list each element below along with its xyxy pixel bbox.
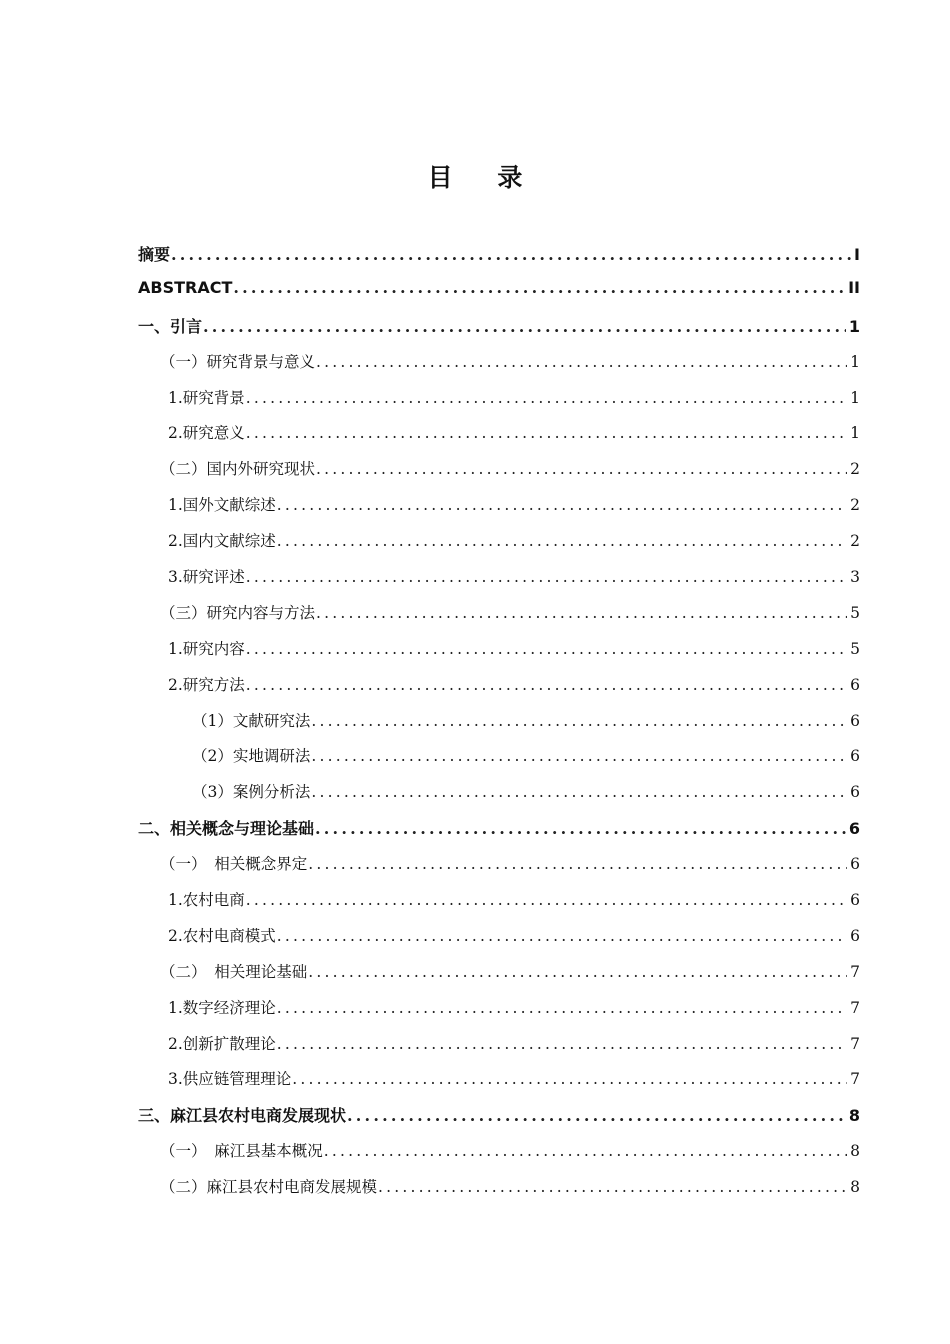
toc-entry-label: 1.研究内容 [168, 639, 245, 658]
toc-entry-page-number: 6 [850, 926, 860, 945]
dot-leader [277, 1035, 847, 1053]
toc-entry-page-number: 3 [850, 568, 860, 587]
toc-entry[interactable] [138, 852, 860, 888]
dot-leader [277, 999, 847, 1017]
toc-entry-label: 2.农村电商模式 [168, 926, 276, 945]
toc-entry-label: （一） 相关概念界定 [160, 855, 308, 874]
toc-entry-label: 一、引言 [138, 316, 203, 336]
toc-entry-label: （二）麻江县农村电商发展规模 [160, 1178, 378, 1197]
toc-entry[interactable] [138, 493, 860, 529]
toc-entry-page-number: 2 [850, 496, 860, 515]
toc-entry-label: （二）国内外研究现状 [160, 460, 316, 479]
toc-entry-page-number: 7 [850, 1034, 860, 1053]
dot-leader [292, 1070, 847, 1088]
dot-leader [311, 783, 847, 801]
toc-entry-page-number: 1 [850, 352, 860, 371]
toc-entry-label: （3）案例分析法 [192, 783, 311, 802]
dot-leader [246, 424, 847, 442]
toc-entry-label: （2）实地调研法 [192, 747, 311, 766]
toc-entry-page-number: 5 [850, 639, 860, 658]
dot-leader [311, 747, 847, 765]
toc-entry[interactable] [138, 1032, 860, 1068]
toc-entry[interactable] [138, 637, 860, 673]
dot-leader [246, 676, 847, 694]
toc-entry-label: ABSTRACT [138, 277, 233, 297]
toc-entry[interactable] [138, 888, 860, 924]
dot-leader [378, 1178, 847, 1196]
toc-entry-label: （二） 相关理论基础 [160, 962, 308, 981]
toc-entry-page-number: 1 [850, 424, 860, 443]
toc-entry-label: 3.供应链管理理论 [168, 1070, 292, 1089]
toc-entry[interactable] [138, 242, 860, 278]
toc-entry[interactable] [138, 1103, 860, 1139]
toc-entry-label: （三）研究内容与方法 [160, 603, 316, 622]
toc-entry-page-number: 8 [850, 1178, 860, 1197]
toc-entry[interactable] [138, 924, 860, 960]
dot-leader [277, 496, 847, 514]
toc-entry-label: 摘要 [138, 245, 171, 264]
toc-entry-page-number: 6 [850, 747, 860, 766]
toc-entry-page-number: 6 [848, 819, 860, 839]
toc-entry-label: 1.农村电商 [168, 891, 245, 910]
toc-entry[interactable] [138, 278, 860, 314]
dot-leader [203, 317, 846, 336]
page-title: 目 录 [427, 163, 541, 192]
toc-entry-page-number: 1 [848, 316, 860, 336]
dot-leader [246, 891, 847, 909]
toc-entry-page-number: 1 [850, 388, 860, 407]
dot-leader [347, 1106, 846, 1125]
dot-leader [316, 460, 847, 478]
toc-entry[interactable] [138, 996, 860, 1032]
toc-entry-label: （1）文献研究法 [192, 711, 311, 730]
toc-entry[interactable] [138, 960, 860, 996]
toc-entry-page-number: 6 [850, 855, 860, 874]
toc-entry[interactable] [138, 350, 860, 386]
toc-entry[interactable] [138, 1139, 860, 1175]
toc-entry-label: 1.数字经济理论 [168, 998, 276, 1017]
toc-entry-label: 2.国内文献综述 [168, 532, 276, 551]
toc-entry-label: （一）研究背景与意义 [160, 352, 316, 371]
toc-entry-page-number: 7 [850, 998, 860, 1017]
toc-entry-label: 2.创新扩散理论 [168, 1034, 276, 1053]
toc-entry-page-number: 6 [850, 711, 860, 730]
toc-entry-page-number: 8 [848, 1106, 860, 1126]
dot-leader [277, 927, 847, 945]
toc-entry[interactable] [138, 1067, 860, 1103]
toc-entry[interactable] [138, 314, 860, 350]
toc-entry[interactable] [138, 709, 860, 745]
toc-entry-label: 1.研究背景 [168, 388, 245, 407]
toc-entry-label: （一） 麻江县基本概况 [160, 1142, 323, 1161]
dot-leader [246, 389, 847, 407]
dot-leader [324, 1142, 847, 1160]
dot-leader [316, 604, 847, 622]
toc-entry[interactable] [138, 565, 860, 601]
toc-entry[interactable] [138, 744, 860, 780]
toc-entry[interactable] [138, 386, 860, 422]
dot-leader [316, 353, 847, 371]
dot-leader [315, 819, 846, 838]
toc-entry-label: 1.国外文献综述 [168, 496, 276, 515]
toc-entry[interactable] [138, 1175, 860, 1211]
dot-leader [311, 712, 847, 730]
toc-entry-label: 三、麻江县农村电商发展现状 [138, 1106, 347, 1126]
toc-entry[interactable] [138, 457, 860, 493]
dot-leader [233, 278, 845, 297]
toc-entry-page-number: 6 [850, 783, 860, 802]
toc-entry-page-number: II [848, 277, 860, 297]
toc-entry-page-number: 8 [850, 1142, 860, 1161]
toc-entry-page-number: 5 [850, 603, 860, 622]
toc-entry-label: 二、相关概念与理论基础 [138, 819, 315, 839]
dot-leader [308, 963, 847, 981]
toc-entry-label: 3.研究评述 [168, 568, 245, 587]
toc-entry-page-number: 6 [850, 891, 860, 910]
toc-entry-page-number: 7 [850, 1070, 860, 1089]
table-of-contents [138, 242, 860, 1211]
toc-entry-page-number: 7 [850, 962, 860, 981]
toc-entry-page-number: 2 [850, 532, 860, 551]
toc-entry[interactable] [138, 529, 860, 565]
toc-entry[interactable] [138, 780, 860, 816]
toc-entry-page-number: 6 [850, 675, 860, 694]
dot-leader [246, 640, 847, 658]
dot-leader [277, 532, 847, 550]
toc-entry[interactable] [138, 673, 860, 709]
dot-leader [246, 568, 847, 586]
dot-leader [308, 855, 847, 873]
toc-entry[interactable] [138, 601, 860, 637]
toc-entry-label: 2.研究方法 [168, 675, 245, 694]
toc-entry[interactable] [138, 816, 860, 852]
toc-entry-page-number: I [854, 245, 860, 264]
toc-entry-page-number: 2 [850, 460, 860, 479]
toc-entry[interactable] [138, 421, 860, 457]
toc-entry-label: 2.研究意义 [168, 424, 245, 443]
dot-leader [171, 245, 851, 264]
